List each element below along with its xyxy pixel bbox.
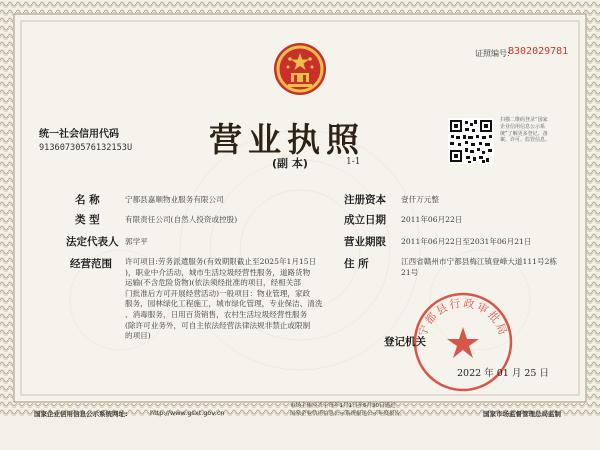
copy-number: 1-1	[346, 157, 361, 167]
scope-line: 运输(不含危险货物)(依法须经批准的项目，经相关部	[125, 278, 301, 288]
field-label-term: 营业期限	[344, 236, 386, 248]
address-line: 21号	[401, 267, 419, 277]
qr-caption: 扫描二维码登录“国家企业信用信息公示系统”了解更多登记、备案、许可、监管信息。	[500, 117, 551, 144]
scope-line: 许可项目:劳务派遣服务(有效期限截止至2025年1月15日	[125, 257, 317, 266]
field-value-capital: 壹仟万元整	[401, 195, 439, 204]
footer-url[interactable]: http://www.gsxt.gov.cn	[150, 409, 225, 417]
footer-site-label: 国家企业信用信息公示系统网址:	[34, 410, 128, 418]
copy-label: (副 本)	[272, 157, 308, 170]
field-value-name: 宁都县嘉顺物业服务有限公司	[125, 195, 224, 204]
footer-notice-line: 国家企业信用信息公示系统报送公示年度报告。	[290, 411, 406, 417]
field-value-established: 2011年06月22日	[401, 215, 463, 224]
field-value-legal-rep: 郭学平	[125, 237, 148, 246]
field-value-term: 2011年06月22日至2031年06月21日	[401, 237, 532, 246]
field-label-address: 住 所	[344, 258, 369, 270]
national-emblem-icon	[271, 40, 329, 98]
field-value-type: 有限责任公司(自然人投资或控股)	[125, 215, 238, 224]
scope-line: 门批准后方可开展经营活动)一般项目：物业管理，家政	[125, 288, 311, 298]
registration-date: 2022 年 01 月 25 日	[457, 368, 549, 379]
field-label-capital: 注册资本	[344, 194, 386, 206]
field-label-established: 成立日期	[344, 214, 386, 226]
serial-label: 证照编号:	[475, 49, 510, 58]
footer-issuer: 国家市场监督管理总局监制	[483, 410, 561, 418]
scope-line: 服务，园林绿化工程施工，城市绿化管理，专业保洁、清洗	[125, 299, 323, 309]
business-scope	[125, 257, 322, 342]
footer-notice-line: 市场主体应当于每年1月1日至6月30日通过	[290, 403, 396, 409]
scope-line: (除许可业务外，可自主依法经营法律法规非禁止或限制	[125, 320, 311, 330]
credit-code: 91360730576132153U	[39, 143, 133, 153]
credit-code-label: 统一社会信用代码	[39, 129, 119, 140]
scope-line: 、消毒服务，日用百货销售，农村生活垃圾经营性服务	[125, 309, 308, 319]
field-label-name: 名 称	[75, 194, 100, 206]
qr-code-icon	[448, 118, 494, 164]
serial-number: B302029781	[508, 46, 569, 57]
address	[401, 257, 557, 278]
svg-text:宁都县行政审批局: 宁都县行政审批局	[415, 296, 511, 339]
field-label-type: 类 型	[75, 214, 100, 226]
field-label-legal-rep: 法定代表人	[66, 236, 119, 248]
field-label-scope: 经营范围	[70, 258, 112, 270]
registration-authority-label: 登记机关	[384, 336, 426, 348]
scope-line: 的项目)	[125, 331, 151, 341]
scope-line: )，职业中介活动，城市生活垃圾经营性服务，道路货物	[125, 267, 311, 277]
page-title: 营业执照	[209, 120, 365, 159]
footer-notice	[290, 402, 406, 418]
address-line: 江西省赣州市宁都县梅江镇登峰大道111号2栋	[401, 257, 558, 266]
